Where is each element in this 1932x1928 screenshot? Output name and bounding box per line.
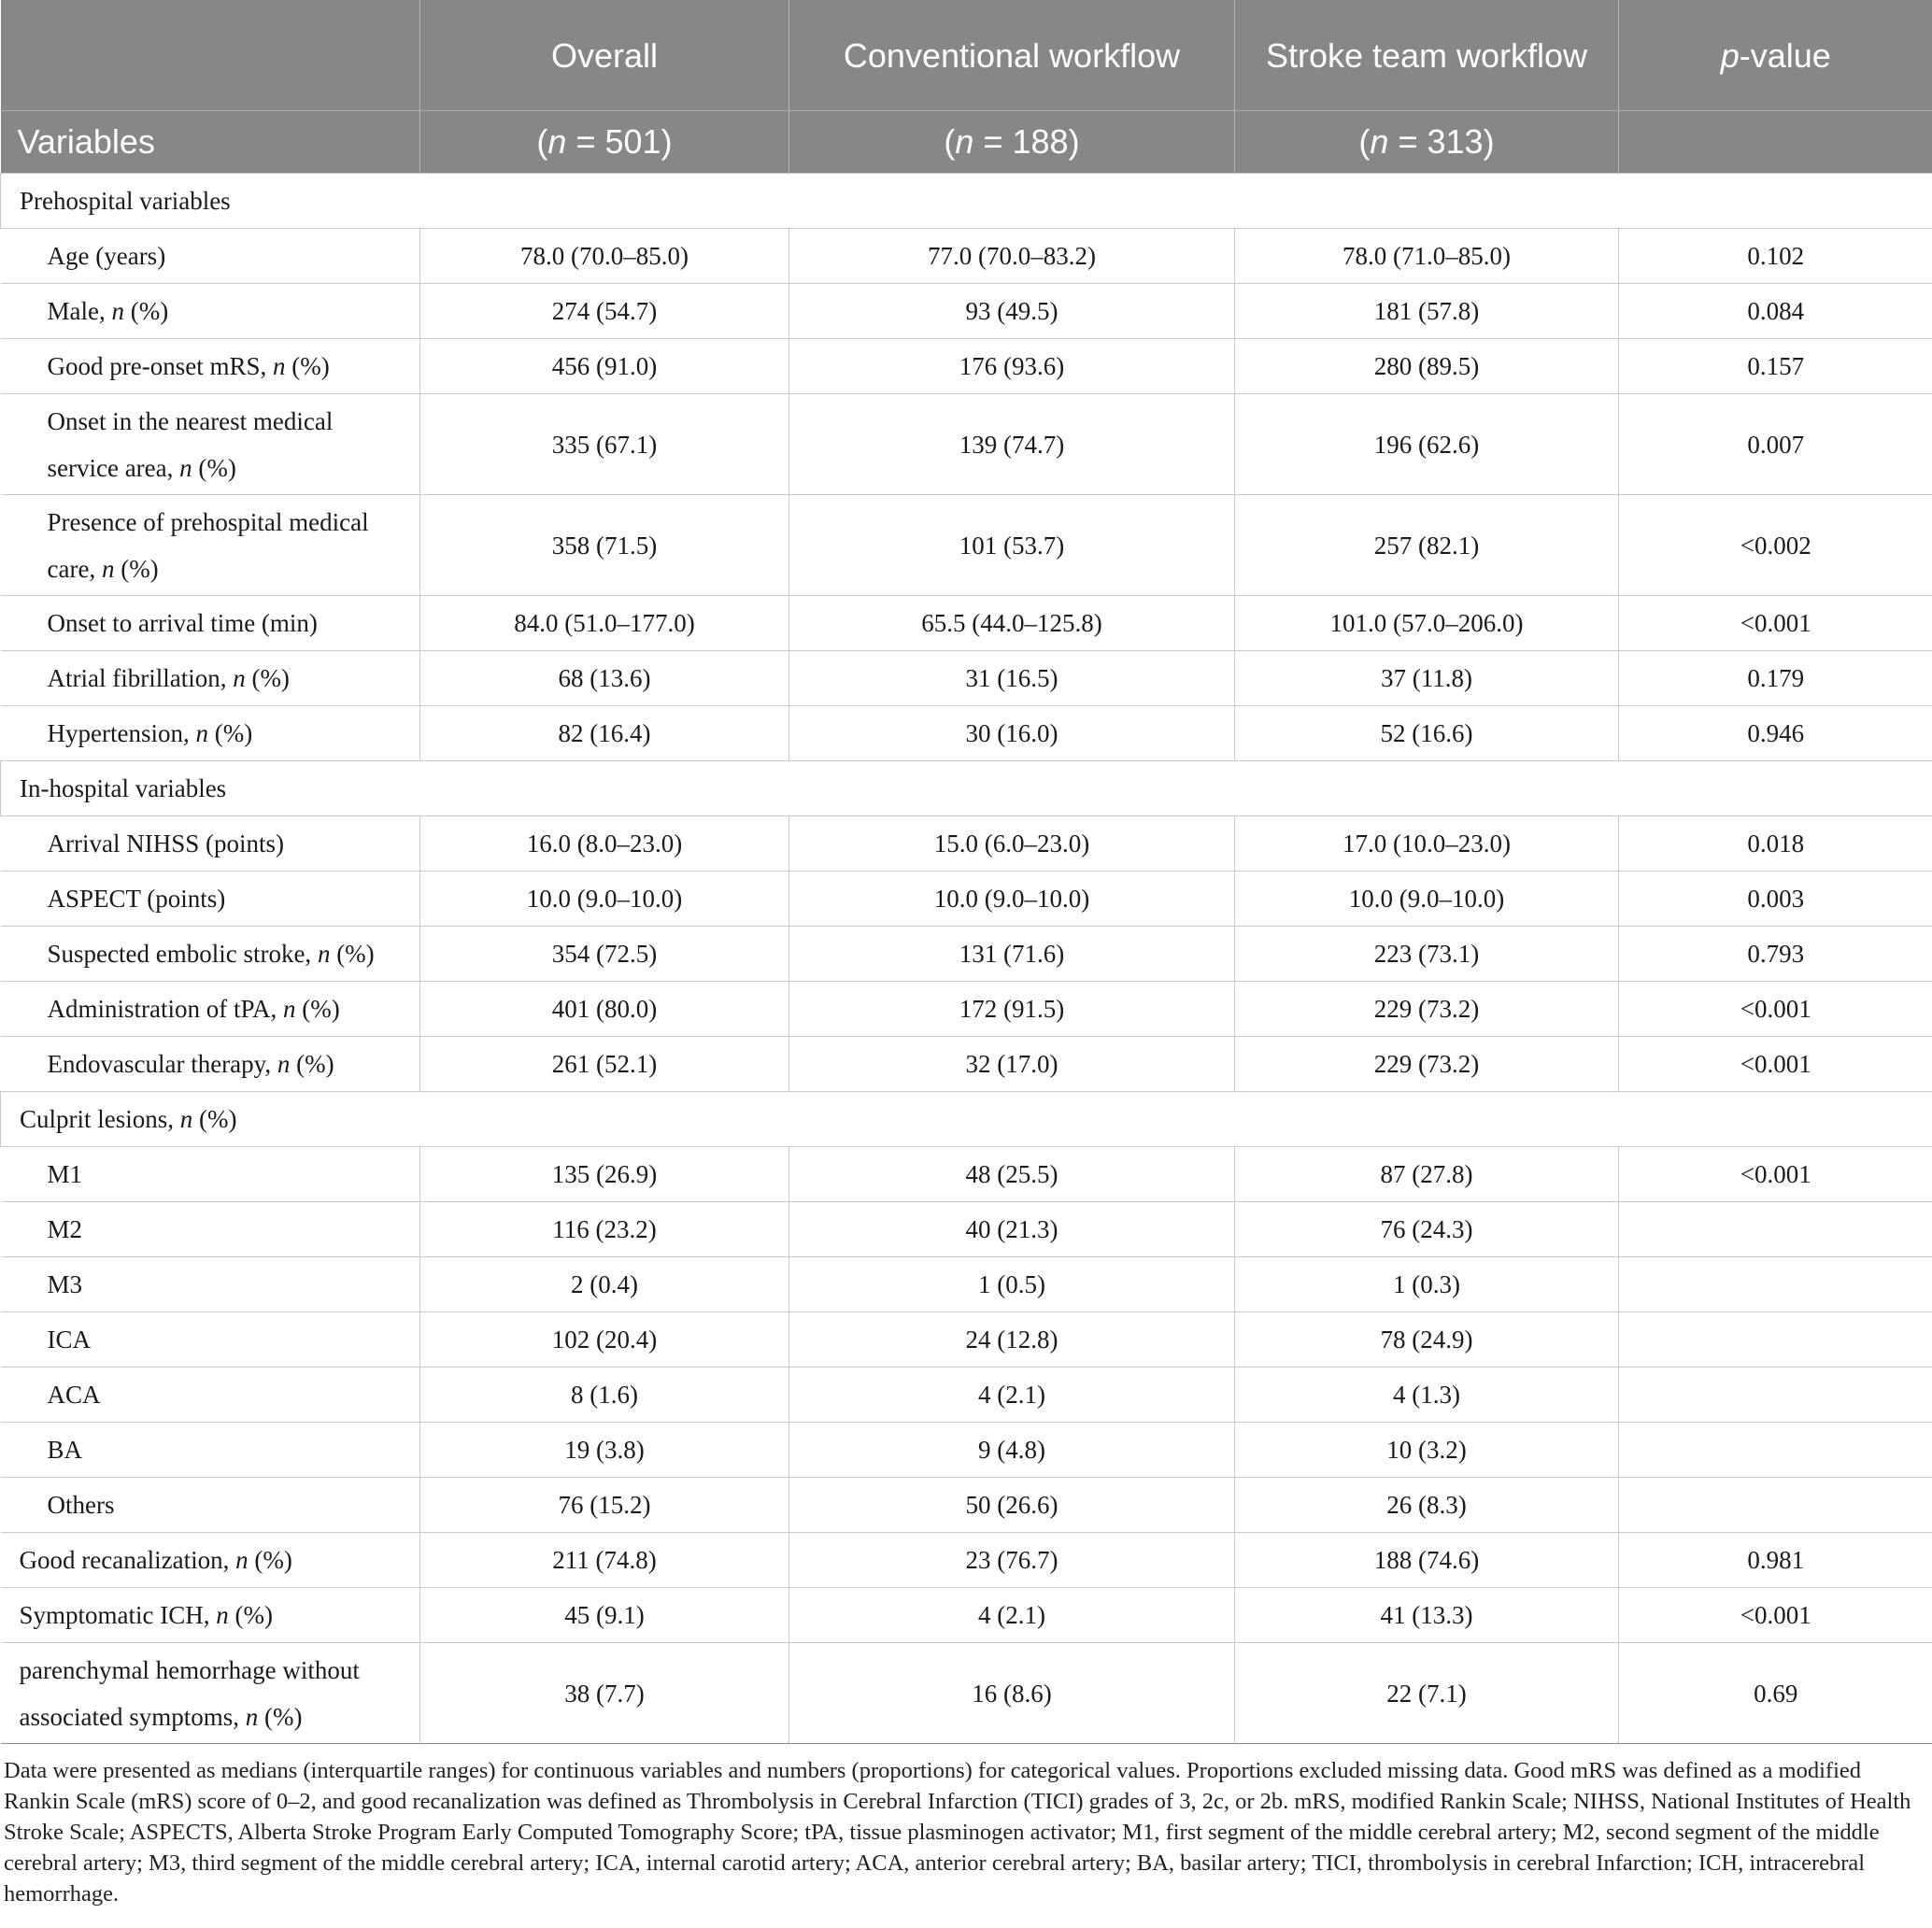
cell-overall: 76 (15.2) (420, 1478, 789, 1533)
row-label-suffix: (%) (192, 453, 236, 482)
cell-overall: 274 (54.7) (420, 284, 789, 339)
header-variables: Variables (1, 111, 420, 174)
row-label-n: n (233, 664, 246, 692)
cell-p-value: 0.946 (1619, 706, 1932, 761)
table-row-prehosp-care (1, 495, 1932, 596)
row-label-n: n (235, 1546, 249, 1574)
section-culprit (1, 1092, 1932, 1147)
cell-overall: 68 (13.6) (420, 651, 789, 706)
cell-stroke-team: 4 (1.3) (1235, 1368, 1619, 1423)
row-label-text: Hypertension, (47, 719, 196, 747)
cell-overall: 135 (26.9) (420, 1147, 789, 1202)
cell-conventional: 31 (16.5) (789, 651, 1235, 706)
cell-conventional: 23 (76.7) (789, 1533, 1235, 1588)
cell-p-value: <0.001 (1619, 1147, 1932, 1202)
cell-overall: 82 (16.4) (420, 706, 789, 761)
row-label-suffix: (%) (228, 1601, 273, 1629)
table-row-male (1, 284, 1932, 339)
row-label: Arrival NIHSS (points) (1, 816, 420, 872)
cell-conventional: 40 (21.3) (789, 1202, 1235, 1257)
table-row-aca (1, 1368, 1932, 1423)
cell-overall: 456 (91.0) (420, 339, 789, 394)
row-label-text: Suspected embolic stroke, (47, 940, 318, 968)
row-label-text: Presence of prehospital medical care, (47, 507, 369, 583)
cell-p-value (1619, 1257, 1932, 1312)
table-row-others (1, 1478, 1932, 1533)
row-label-n: n (272, 352, 286, 380)
cell-stroke-team: 17.0 (10.0–23.0) (1235, 816, 1619, 872)
culprit-post: (%) (192, 1105, 237, 1133)
row-label (1, 1643, 420, 1744)
cell-conventional: 1 (0.5) (789, 1257, 1235, 1312)
header-empty-cell (1, 0, 420, 111)
table-row-m1 (1, 1147, 1932, 1202)
cell-overall: 2 (0.4) (420, 1257, 789, 1312)
cell-p-value: 0.003 (1619, 872, 1932, 927)
row-label (1, 706, 420, 761)
cell-overall: 116 (23.2) (420, 1202, 789, 1257)
cell-conventional: 65.5 (44.0–125.8) (789, 596, 1235, 651)
row-label-suffix: (%) (123, 297, 169, 325)
row-label: ASPECT (points) (1, 872, 420, 927)
row-label-n: n (245, 1702, 259, 1731)
table-row-htn (1, 706, 1932, 761)
row-label-suffix: (%) (258, 1702, 303, 1731)
n-value: 188 (1012, 122, 1069, 161)
n-italic: n (547, 122, 567, 161)
cell-conventional: 10.0 (9.0–10.0) (789, 872, 1235, 927)
cell-stroke-team: 78 (24.9) (1235, 1312, 1619, 1368)
cell-overall: 211 (74.8) (420, 1533, 789, 1588)
cell-overall: 16.0 (8.0–23.0) (420, 816, 789, 872)
table-row-ph (1, 1643, 1932, 1744)
cell-overall: 261 (52.1) (420, 1037, 789, 1092)
row-label-n: n (317, 940, 331, 968)
row-label-text: Symptomatic ICH, (19, 1601, 217, 1629)
cell-p-value (1619, 1312, 1932, 1368)
cell-overall: 401 (80.0) (420, 982, 789, 1037)
table-row-aspect (1, 872, 1932, 927)
cell-conventional: 16 (8.6) (789, 1643, 1235, 1744)
header-stroke-team: Stroke team workflow (1235, 0, 1619, 111)
cell-conventional: 139 (74.7) (789, 394, 1235, 495)
cell-p-value: 0.981 (1619, 1533, 1932, 1588)
section-inhospital: In-hospital variables (1, 761, 1932, 816)
table-body (1, 174, 1932, 1744)
cell-overall: 354 (72.5) (420, 927, 789, 982)
cell-stroke-team: 188 (74.6) (1235, 1533, 1619, 1588)
cell-conventional: 77.0 (70.0–83.2) (789, 229, 1235, 284)
row-label-suffix: (%) (114, 554, 159, 583)
culprit-n: n (179, 1105, 193, 1133)
table-header (1, 0, 1932, 174)
cell-conventional: 93 (49.5) (789, 284, 1235, 339)
cell-conventional: 4 (2.1) (789, 1588, 1235, 1643)
table-row-tpa (1, 982, 1932, 1037)
row-label (1, 495, 420, 596)
cell-overall: 10.0 (9.0–10.0) (420, 872, 789, 927)
cell-stroke-team: 10 (3.2) (1235, 1423, 1619, 1478)
row-label-suffix: (%) (248, 1546, 292, 1574)
cell-p-value: <0.001 (1619, 1037, 1932, 1092)
row-label (1, 1533, 420, 1588)
row-label-suffix: (%) (330, 940, 375, 968)
cell-stroke-team: 181 (57.8) (1235, 284, 1619, 339)
cell-overall: 8 (1.6) (420, 1368, 789, 1423)
cell-p-value: <0.002 (1619, 495, 1932, 596)
cell-conventional: 48 (25.5) (789, 1147, 1235, 1202)
table-row-af (1, 651, 1932, 706)
n-sep: = (973, 122, 1013, 161)
cell-p-value: 0.793 (1619, 927, 1932, 982)
n-value: 501 (604, 122, 661, 161)
cell-overall: 335 (67.1) (420, 394, 789, 495)
row-label-n: n (216, 1601, 229, 1629)
cell-p-value: 0.084 (1619, 284, 1932, 339)
cell-p-value: <0.001 (1619, 596, 1932, 651)
header-n-overall: (n = 501) (420, 111, 789, 174)
p-italic: p (1720, 36, 1740, 75)
cell-p-value: 0.018 (1619, 816, 1932, 872)
row-label (1, 1037, 420, 1092)
cell-p-value (1619, 1368, 1932, 1423)
row-label (1, 284, 420, 339)
row-label-suffix: (%) (290, 1050, 334, 1078)
row-label (1, 1588, 420, 1643)
section-prehospital: Prehospital variables (1, 174, 1932, 229)
cell-overall: 38 (7.7) (420, 1643, 789, 1744)
row-label-text: Atrial fibrillation, (47, 664, 234, 692)
row-label (1, 651, 420, 706)
table-row-evt (1, 1037, 1932, 1092)
table-row-m2 (1, 1202, 1932, 1257)
table-row-embolic (1, 927, 1932, 982)
row-label-suffix: (%) (295, 995, 340, 1023)
row-label-text: Endovascular therapy, (47, 1050, 277, 1078)
row-label-suffix: (%) (285, 352, 330, 380)
table-row-sich (1, 1588, 1932, 1643)
row-label: ACA (1, 1368, 420, 1423)
cell-conventional: 50 (26.6) (789, 1478, 1235, 1533)
cell-overall: 78.0 (70.0–85.0) (420, 229, 789, 284)
cell-stroke-team: 26 (8.3) (1235, 1478, 1619, 1533)
row-label: Others (1, 1478, 420, 1533)
cell-p-value: 0.69 (1619, 1643, 1932, 1744)
table-row-ica (1, 1312, 1932, 1368)
row-label-text: Male, (47, 297, 112, 325)
row-label-n: n (283, 995, 296, 1023)
header-conventional: Conventional workflow (789, 0, 1235, 111)
header-p-value (1619, 0, 1932, 111)
cell-stroke-team: 41 (13.3) (1235, 1588, 1619, 1643)
cell-conventional: 32 (17.0) (789, 1037, 1235, 1092)
row-label (1, 927, 420, 982)
row-label-n: n (277, 1050, 291, 1078)
table-row-recan (1, 1533, 1932, 1588)
cell-stroke-team: 1 (0.3) (1235, 1257, 1619, 1312)
cell-p-value: 0.179 (1619, 651, 1932, 706)
cell-conventional: 9 (4.8) (789, 1423, 1235, 1478)
header-n-stroke-team: (n = 313) (1235, 111, 1619, 174)
table-row-m3 (1, 1257, 1932, 1312)
row-label (1, 982, 420, 1037)
cell-stroke-team: 52 (16.6) (1235, 706, 1619, 761)
header-overall: Overall (420, 0, 789, 111)
row-label-suffix: (%) (207, 719, 253, 747)
table-row-onset-arrival (1, 596, 1932, 651)
cell-p-value: 0.102 (1619, 229, 1932, 284)
cell-overall: 102 (20.4) (420, 1312, 789, 1368)
row-label: M3 (1, 1257, 420, 1312)
cell-conventional: 30 (16.0) (789, 706, 1235, 761)
table-row-onset-area (1, 394, 1932, 495)
header-n-conventional: (n = 188) (789, 111, 1235, 174)
cell-overall: 358 (71.5) (420, 495, 789, 596)
row-label-n: n (111, 297, 124, 325)
cell-conventional: 101 (53.7) (789, 495, 1235, 596)
row-label-n: n (179, 453, 192, 482)
cell-stroke-team: 22 (7.1) (1235, 1643, 1619, 1744)
header-empty-p (1619, 111, 1932, 174)
row-label (1, 339, 420, 394)
cell-stroke-team: 229 (73.2) (1235, 1037, 1619, 1092)
n-sep: = (1388, 122, 1428, 161)
row-label-suffix: (%) (245, 664, 290, 692)
cell-stroke-team: 37 (11.8) (1235, 651, 1619, 706)
cell-stroke-team: 78.0 (71.0–85.0) (1235, 229, 1619, 284)
cell-p-value: <0.001 (1619, 982, 1932, 1037)
p-value-label: -value (1739, 36, 1831, 75)
cell-stroke-team: 229 (73.2) (1235, 982, 1619, 1037)
row-label: ICA (1, 1312, 420, 1368)
row-label-n: n (195, 719, 208, 747)
row-label: Age (years) (1, 229, 420, 284)
cell-stroke-team: 87 (27.8) (1235, 1147, 1619, 1202)
cell-stroke-team: 280 (89.5) (1235, 339, 1619, 394)
row-label-text: Onset in the nearest medical service area, (47, 406, 334, 482)
row-label: Onset to arrival time (min) (1, 596, 420, 651)
table-row-mrs (1, 339, 1932, 394)
row-label-text: Good recanalization, (19, 1546, 236, 1574)
cell-conventional: 15.0 (6.0–23.0) (789, 816, 1235, 872)
row-label (1, 394, 420, 495)
culprit-pre: Culprit lesions, (20, 1105, 180, 1133)
cell-overall: 45 (9.1) (420, 1588, 789, 1643)
cell-p-value (1619, 1202, 1932, 1257)
n-italic: n (955, 122, 974, 161)
cell-conventional: 24 (12.8) (789, 1312, 1235, 1368)
n-sep: = (566, 122, 605, 161)
table-row-ba (1, 1423, 1932, 1478)
row-label: BA (1, 1423, 420, 1478)
row-label-text: parenchymal hemorrhage without associated symptoms, (19, 1655, 360, 1731)
cell-p-value: <0.001 (1619, 1588, 1932, 1643)
cell-conventional: 131 (71.6) (789, 927, 1235, 982)
row-label-text: Administration of tPA, (47, 995, 284, 1023)
table-row-nihss (1, 816, 1932, 872)
table-footnote: Data were presented as medians (interquartile ranges) for continuous variables and numbers (proportions) for categorical values. Proportions excluded missing data. Good mRS was defined as a modified Rankin Scale (mRS) score of 0–2, and good recanalization was defined as Thrombolysis in Cerebral Infarction (TICI) grades of 3, 2c, or 2b. mRS, modified Rankin Scale; NIHSS, National Institutes of Health Stroke Scale; ASPECTS, Alberta Stroke Program Early Computed Tomography Score; tPA, tissue plasminogen activator; M1, first segment of the middle cerebral artery; M2, second segment of the middle cerebral artery; M3, third segment of the middle cerebral artery; ICA, internal carotid artery; ACA, anterior cerebral artery; BA, basilar artery; TICI, thrombolysis in cerebral Infarction; ICH, intracerebral hemorrhage. (4, 1758, 1911, 1907)
row-label-text: Good pre-onset mRS, (47, 352, 273, 380)
row-label: M2 (1, 1202, 420, 1257)
cell-stroke-team: 196 (62.6) (1235, 394, 1619, 495)
cell-stroke-team: 10.0 (9.0–10.0) (1235, 872, 1619, 927)
cell-p-value (1619, 1478, 1932, 1533)
cell-stroke-team: 257 (82.1) (1235, 495, 1619, 596)
cell-p-value (1619, 1423, 1932, 1478)
cell-conventional: 176 (93.6) (789, 339, 1235, 394)
cell-stroke-team: 223 (73.1) (1235, 927, 1619, 982)
cell-p-value: 0.157 (1619, 339, 1932, 394)
n-value: 313 (1427, 122, 1484, 161)
row-label: M1 (1, 1147, 420, 1202)
row-label-n: n (101, 554, 115, 583)
table-row-age (1, 229, 1932, 284)
cell-conventional: 172 (91.5) (789, 982, 1235, 1037)
n-italic: n (1370, 122, 1389, 161)
cell-conventional: 4 (2.1) (789, 1368, 1235, 1423)
cell-stroke-team: 76 (24.3) (1235, 1202, 1619, 1257)
cell-stroke-team: 101.0 (57.0–206.0) (1235, 596, 1619, 651)
cell-overall: 84.0 (51.0–177.0) (420, 596, 789, 651)
cell-p-value: 0.007 (1619, 394, 1932, 495)
cell-overall: 19 (3.8) (420, 1423, 789, 1478)
